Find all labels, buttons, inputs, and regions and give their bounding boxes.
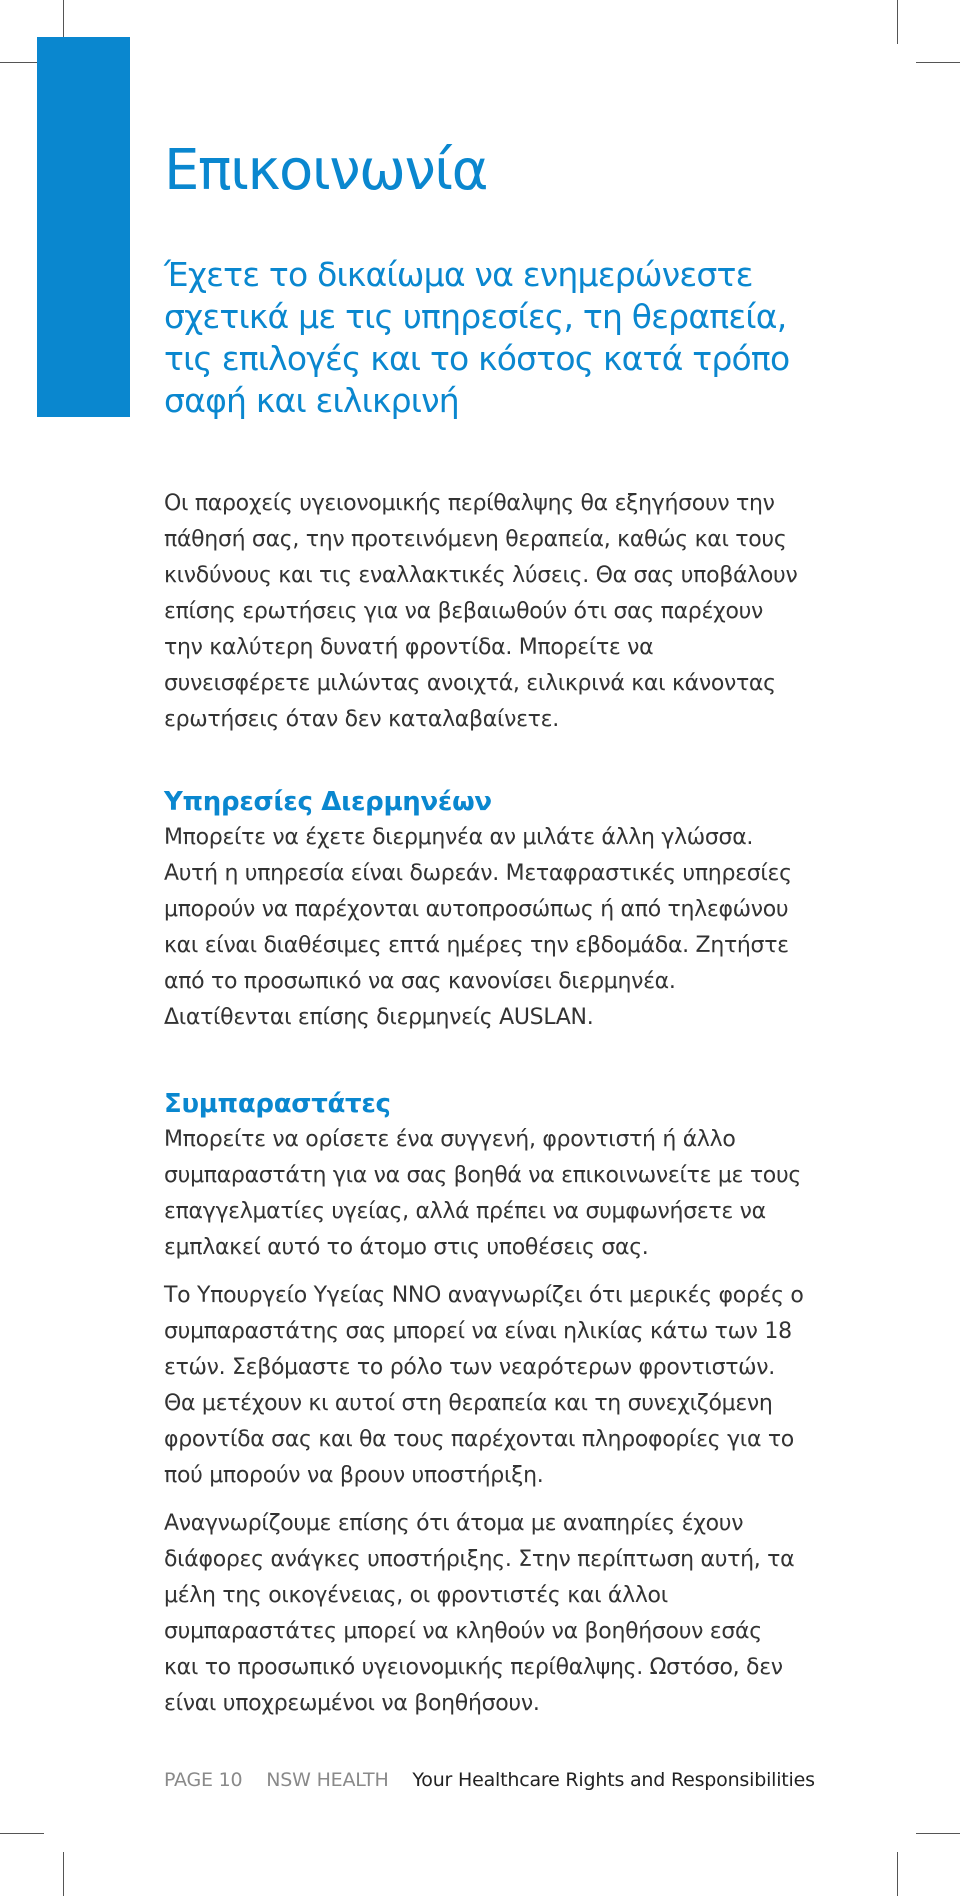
interpreters-paragraph: Μπορείτε να έχετε διερμηνέα αν μιλάτε άλλη γλώσσα. Αυτή η υπηρεσία είναι δωρεάν. Μεταφραστικές υπηρεσίες μπορούν να παρέχονται αυτοπροσώπως ή από τηλεφώνου και είναι διαθέσιμες επτά ημέρες την εβδομάδα. Ζητήστε από το προσωπικό να σας κανονίσει διερμηνέα. Διατίθενται επίσης διερμηνείς AUSLAN.	[164, 825, 792, 1030]
supporters-paragraph: Αναγνωρίζουμε επίσης ότι άτομα με αναπηρίες έχουν διάφορες ανάγκες υποστήριξης. Στην περίπτωση αυτή, τα μέλη της οικογένειας, οι φροντιστές και άλλοι συμπαραστάτες μπορεί να κληθούν να βοηθήσουν εσάς και το προσωπικό υγειονομικής περίθαλψης. Ωστόσο, δεν είναι υποχρεωμένοι να βοηθήσουν.	[164, 1511, 795, 1716]
intro-paragraph: Οι παροχείς υγειονομικής περίθαλψης θα εξηγήσουν την πάθησή σας, την προτεινόμενη θεραπεία, καθώς και τους κινδύνους και τις εναλλακτικές λύσεις. Θα σας υποβάλουν επίσης ερωτήσεις για να βεβαιωθούν ότι σας παρέχουν την καλύτερη δυνατή φροντίδα. Μπορείτε να συνεισφέρετε μιλώντας ανοιχτά, ειλικρινά και κάνοντας ερωτήσεις όταν δεν καταλαβαίνετε.	[164, 491, 798, 732]
accent-bar	[37, 37, 130, 417]
crop-mark	[0, 1833, 44, 1834]
page-footer	[164, 1766, 815, 1794]
crop-mark	[897, 1852, 898, 1896]
footer-org: NSW HEALTH	[266, 1769, 389, 1791]
crop-mark	[916, 62, 960, 63]
supporters-paragraph: Το Υπουργείο Υγείας ΝΝΟ αναγνωρίζει ότι μερικές φορές ο συμπαραστάτης σας μπορεί να είναι ηλικίας κάτω των 18 ετών. Σεβόμαστε το ρόλο των νεαρότερων φροντιστών. Θα μετέχουν κι αυτοί στη θεραπεία και τη συνεχιζόμενη φροντίδα σας και θα τους παρέχονται πληροφορίες για το πού μπορούν να βρουν υποστήριξη.	[164, 1283, 804, 1488]
supporters-section	[164, 1086, 814, 1722]
page-title: Επικοινωνία	[164, 138, 488, 203]
footer-document-title: Your Healthcare Rights and Responsibilities	[412, 1769, 815, 1791]
crop-mark	[916, 1833, 960, 1834]
supporters-paragraph: Μπορείτε να ορίσετε ένα συγγενή, φροντιστή ή άλλο συμπαραστάτη για να σας βοηθά να επικοινωνείτε με τους επαγγελματίες υγείας, αλλά πρέπει να συμφωνήσετε να εμπλακεί αυτό το άτομο στις υποθέσεις σας.	[164, 1127, 801, 1260]
section-heading: Συμπαραστάτες	[164, 1089, 391, 1119]
crop-mark	[897, 0, 898, 44]
page-subtitle: Έχετε το δικαίωμα να ενημερώνεστε σχετικά με τις υπηρεσίες, τη θεραπεία, τις επιλογές και το κόστος κατά τρόπο σαφή και ειλικρινή	[164, 255, 790, 420]
section-heading: Υπηρεσίες Διερμηνέων	[164, 787, 492, 817]
interpreters-section	[164, 784, 814, 1036]
footer-page-number: PAGE 10	[164, 1769, 243, 1791]
crop-mark	[63, 1852, 64, 1896]
